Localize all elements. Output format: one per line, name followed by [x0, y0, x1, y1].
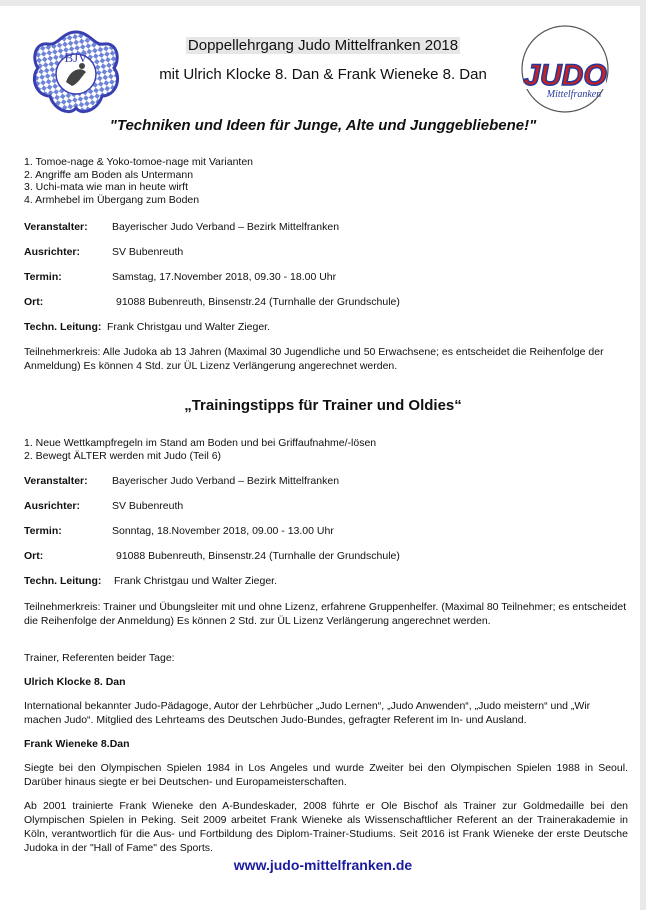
page-title: Doppellehrgang Judo Mittelfranken 2018: [187, 37, 459, 54]
ort-value: 91088 Bubenreuth, Binsenstr.24 (Turnhalle der Grundschule): [116, 550, 400, 562]
page-subtitle: mit Ulrich Klocke 8. Dan & Frank Wieneke 8. Dan: [159, 66, 487, 83]
judo-logo-sublabel: Mittelfranken: [546, 89, 602, 100]
section2-leitung-row: [24, 575, 277, 587]
section2-ort-row: [24, 550, 400, 562]
ausrichter-value: SV Bubenreuth: [112, 500, 184, 512]
section1-teilnehmer: Teilnehmerkreis: Alle Judoka ab 13 Jahren (Maximal 30 Jugendliche und 50 Erwachsene; es entscheidet die Reihenfolge der Anmeldung) Es können 4 Std. zur ÜL Lizenz Verlängerung angerechnet werden.: [24, 346, 604, 372]
section2-teilnehmer: Teilnehmerkreis: Trainer und Übungsleiter mit und ohne Lizenz, erfahrene Gruppenhelfer. (Maximal 80 Teilnehmer; es entscheidet die Reihenfolge der Anmeldung) Es können 2 Std. zur ÜL Lizenz Verlängerung angerechnet werden.: [24, 601, 627, 627]
ort-label: Ort:: [24, 550, 44, 562]
termin-label: Termin:: [24, 271, 62, 283]
section1-ort-row: [24, 296, 400, 308]
veranstalter-label: Veranstalter:: [24, 221, 88, 233]
ort-value: 91088 Bubenreuth, Binsenstr.24 (Turnhalle der Grundschule): [116, 296, 400, 308]
leitung-label: Techn. Leitung:: [24, 321, 102, 333]
list-item: 3. Uchi-mata wie man in heute wirft: [24, 181, 188, 193]
section2-topic-list: [24, 437, 376, 462]
website-link[interactable]: www.judo-mittelfranken.de: [233, 857, 413, 873]
veranstalter-value: Bayerischer Judo Verband – Bezirk Mittelfranken: [112, 221, 340, 233]
section2-heading: „Trainingstipps für Trainer und Oldies“: [184, 397, 462, 414]
section2-termin-row: [24, 525, 334, 537]
leitung-value: Frank Christgau und Walter Zieger.: [114, 575, 278, 587]
ort-label: Ort:: [24, 296, 44, 308]
leitung-label: Techn. Leitung:: [24, 575, 102, 587]
page-frame-right: [640, 0, 646, 910]
veranstalter-value: Bayerischer Judo Verband – Bezirk Mittelfranken: [112, 475, 340, 487]
list-item: 1. Tomoe-nage & Yoko-tomoe-nage mit Varianten: [24, 156, 254, 168]
trainers-intro: Trainer, Referenten beider Tage:: [24, 652, 175, 664]
section2-veranstalter-row: [24, 475, 339, 487]
section2-ausrichter-row: [24, 500, 183, 512]
page-frame-top: [0, 0, 646, 6]
section1-ausrichter-row: [24, 246, 183, 258]
list-item: 1. Neue Wettkampfregeln im Stand am Boden und bei Griffaufnahme/-lösen: [24, 437, 377, 449]
section1-termin-row: [24, 271, 336, 283]
section1-veranstalter-row: [24, 221, 339, 233]
veranstalter-label: Veranstalter:: [24, 475, 88, 487]
list-item: 2. Bewegt ÄLTER werden mit Judo (Teil 6): [24, 449, 222, 462]
termin-label: Termin:: [24, 525, 62, 537]
trainer-wieneke-bio-1: Siegte bei den Olympischen Spielen 1984 in Los Angeles und wurde Zweiter bei den Olympischen Spielen 1988 in Seoul. Darüber hinaus siegte er bei Deutschen- und Europameisterschaften.: [24, 762, 628, 788]
trainer-klocke-bio: International bekannter Judo-Pädagoge, Autor der Lehrbücher „Judo Lernen“, „Judo Anwenden“, „Judo meistern“ und „Wir machen Judo“. Mitglied des Lehrteams des Deutschen Judo-Bundes, gefragter Referent im In- und Ausland.: [24, 700, 591, 726]
bjv-logo-label: BJV: [64, 50, 88, 65]
trainer-wieneke-name: Frank Wieneke 8.Dan: [24, 738, 130, 750]
trainer-klocke-name: Ulrich Klocke 8. Dan: [24, 676, 126, 688]
termin-value: Sonntag, 18.November 2018, 09.00 - 13.00 Uhr: [112, 525, 334, 537]
trainer-wieneke-bio-2: Ab 2001 trainierte Frank Wieneke den A-Bundeskader, 2008 führte er Ole Bischof als Trainer zur Goldmedaille bei den Olympischen Spielen in Peking. Seit 2009 arbeitet Frank Wieneke als Wissenschaftlicher Referent an der Trainerakademie in Köln, verantwortlich für die Aus- und Fortbildung des Diplom-Trainer-Studiums. Seit 2016 ist Frank Wieneke der erste Deutsche Judoka in der "Hall of Fame" des Sports.: [24, 800, 628, 854]
judo-logo-label: JUDO: [523, 59, 607, 92]
section1-motto: "Techniken und Ideen für Junge, Alte und Junggebliebene!": [109, 117, 537, 134]
list-item: 4. Armhebel im Übergang zum Boden: [24, 193, 200, 206]
leitung-value: Frank Christgau und Walter Zieger.: [107, 321, 271, 333]
section1-topic-list: [24, 156, 253, 206]
section1-leitung-row: [24, 321, 270, 333]
list-item: 2. Angriffe am Boden als Untermann: [24, 168, 194, 181]
termin-value: Samstag, 17.November 2018, 09.30 - 18.00 Uhr: [112, 271, 337, 283]
ausrichter-label: Ausrichter:: [24, 500, 81, 512]
ausrichter-label: Ausrichter:: [24, 246, 81, 258]
ausrichter-value: SV Bubenreuth: [112, 246, 184, 258]
